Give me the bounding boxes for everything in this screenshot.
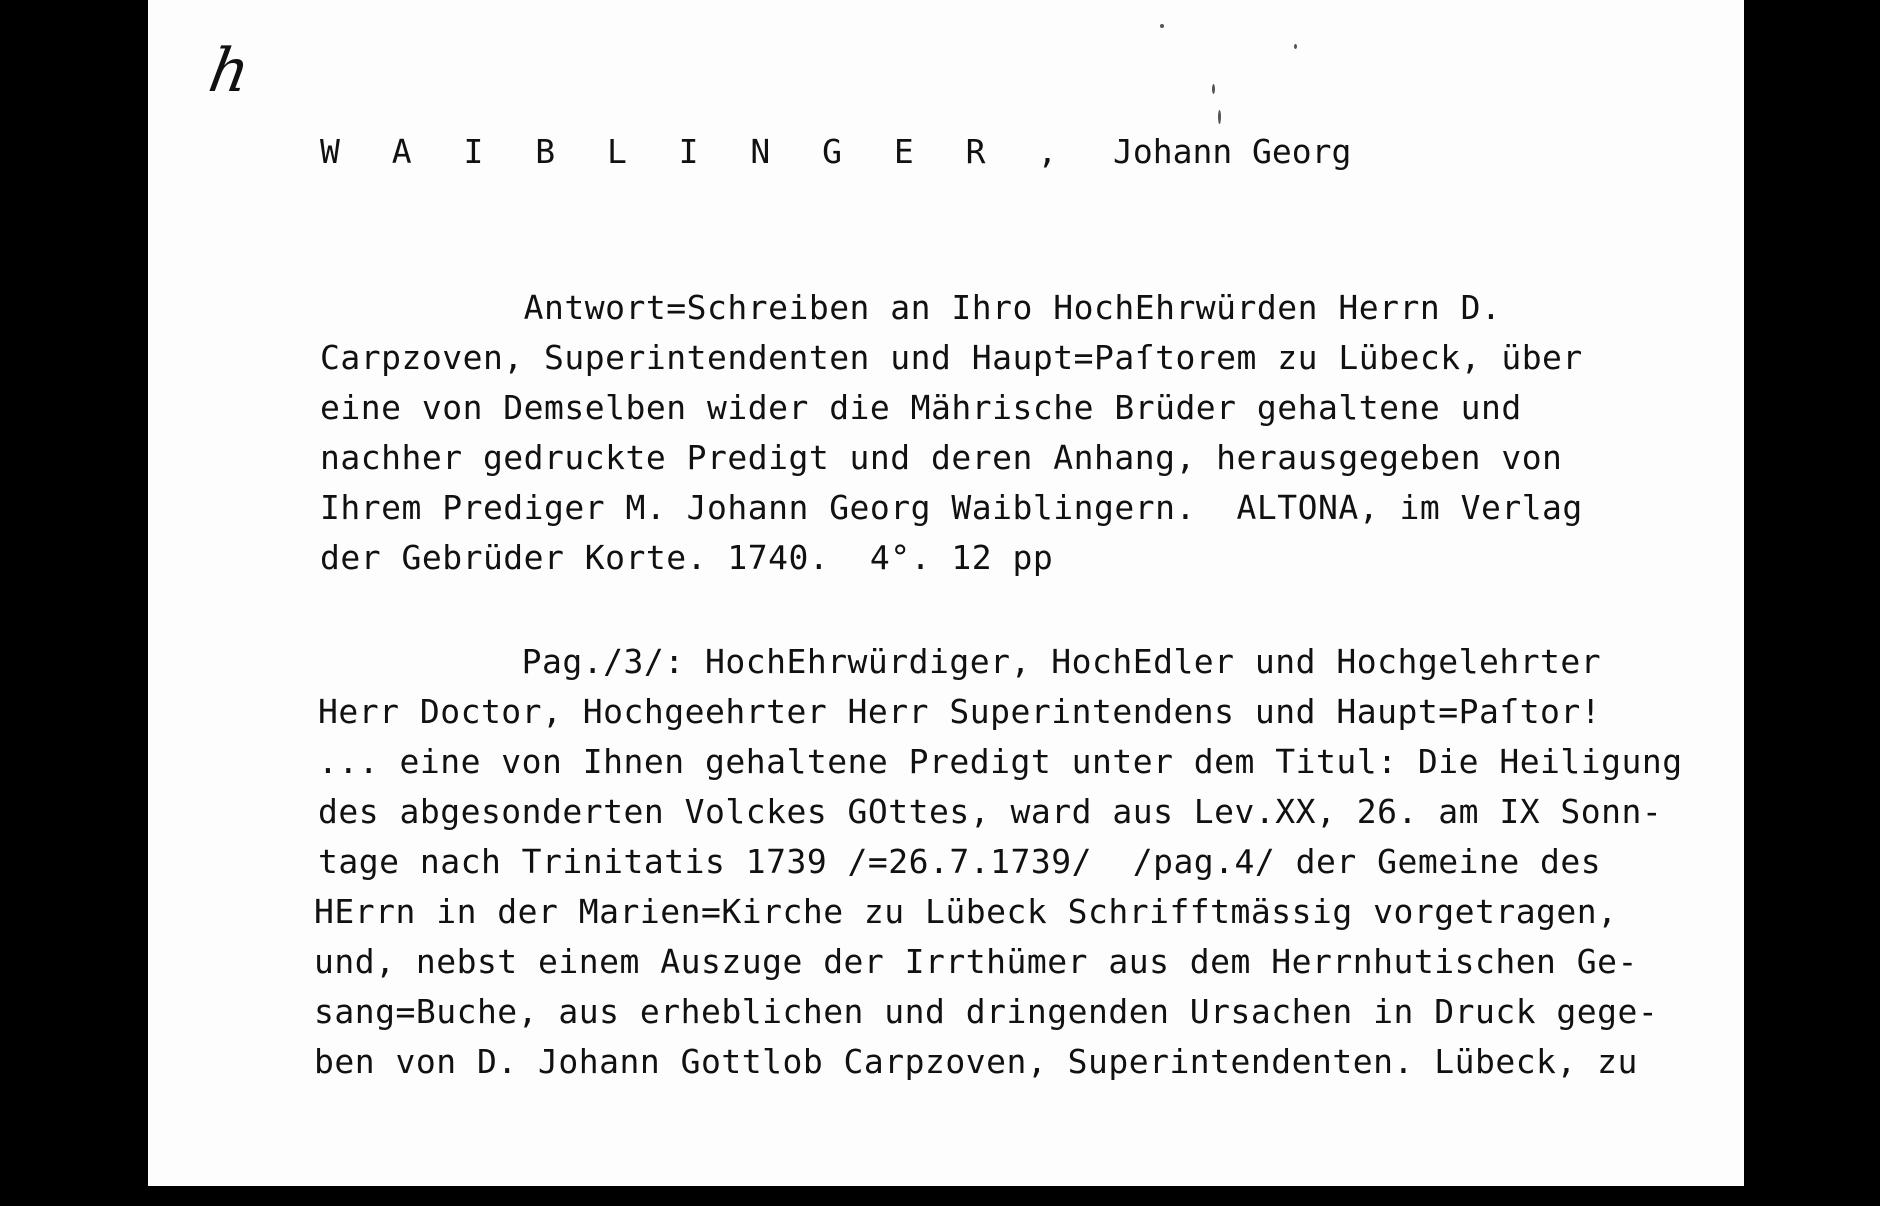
heading-surname: W A I B L I N G E R , — [320, 132, 1074, 171]
handwritten-mark: h — [203, 36, 255, 106]
dust-speck — [1294, 44, 1297, 49]
quote-line: Pag./3/: HochEhrwürdiger, HochEdler und Hochgelehrter — [318, 642, 1602, 681]
entry-line: der Gebrüder Korte. 1740. 4°. 12 pp — [320, 538, 1054, 577]
quote-line: tage nach Trinitatis 1739 /=26.7.1739/ /pag.4/ der Gemeine des — [318, 842, 1602, 881]
entry-line: eine von Demselben wider die Mährische Brüder gehaltene und — [320, 388, 1522, 427]
quote-line: und, nebst einem Auszuge der Irrthümer aus dem Herrnhutischen Ge- — [314, 942, 1638, 981]
quote-line: ben von D. Johann Gottlob Carpzoven, Superintendenten. Lübeck, zu — [314, 1042, 1638, 1081]
entry-line: Carpzoven, Superintendenten und Haupt=Paſtorem zu Lübeck, über — [320, 338, 1583, 377]
entry-line: Ihrem Prediger M. Johann Georg Waiblingern. ALTONA, im Verlag — [320, 488, 1583, 527]
card-heading — [320, 132, 1351, 171]
heading-given-names: Johann Georg — [1112, 132, 1352, 171]
dust-speck — [1160, 24, 1164, 28]
dust-speck — [1218, 110, 1221, 124]
dust-speck — [1212, 84, 1215, 94]
quote-line: des abgesonderten Volckes GOttes, ward aus Lev.XX, 26. am IX Sonn- — [318, 792, 1663, 831]
entry-line: nachher gedruckte Predigt und deren Anhang, herausgegeben von — [320, 438, 1563, 477]
quote-line: HErrn in der Marien=Kirche zu Lübeck Schrifftmässig vorgetragen, — [314, 892, 1618, 931]
quote-line: sang=Buche, aus erheblichen und dringenden Ursachen in Druck gege- — [314, 992, 1659, 1031]
entry-line: Antwort=Schreiben an Ihro HochEhrwürden Herrn D. — [320, 288, 1502, 327]
quote-line: ... eine von Ihnen gehaltene Predigt unter dem Titul: Die Heiligung — [318, 742, 1683, 781]
quote-line: Herr Doctor, Hochgeehrter Herr Superintendens und Haupt=Paſtor! — [318, 692, 1602, 731]
